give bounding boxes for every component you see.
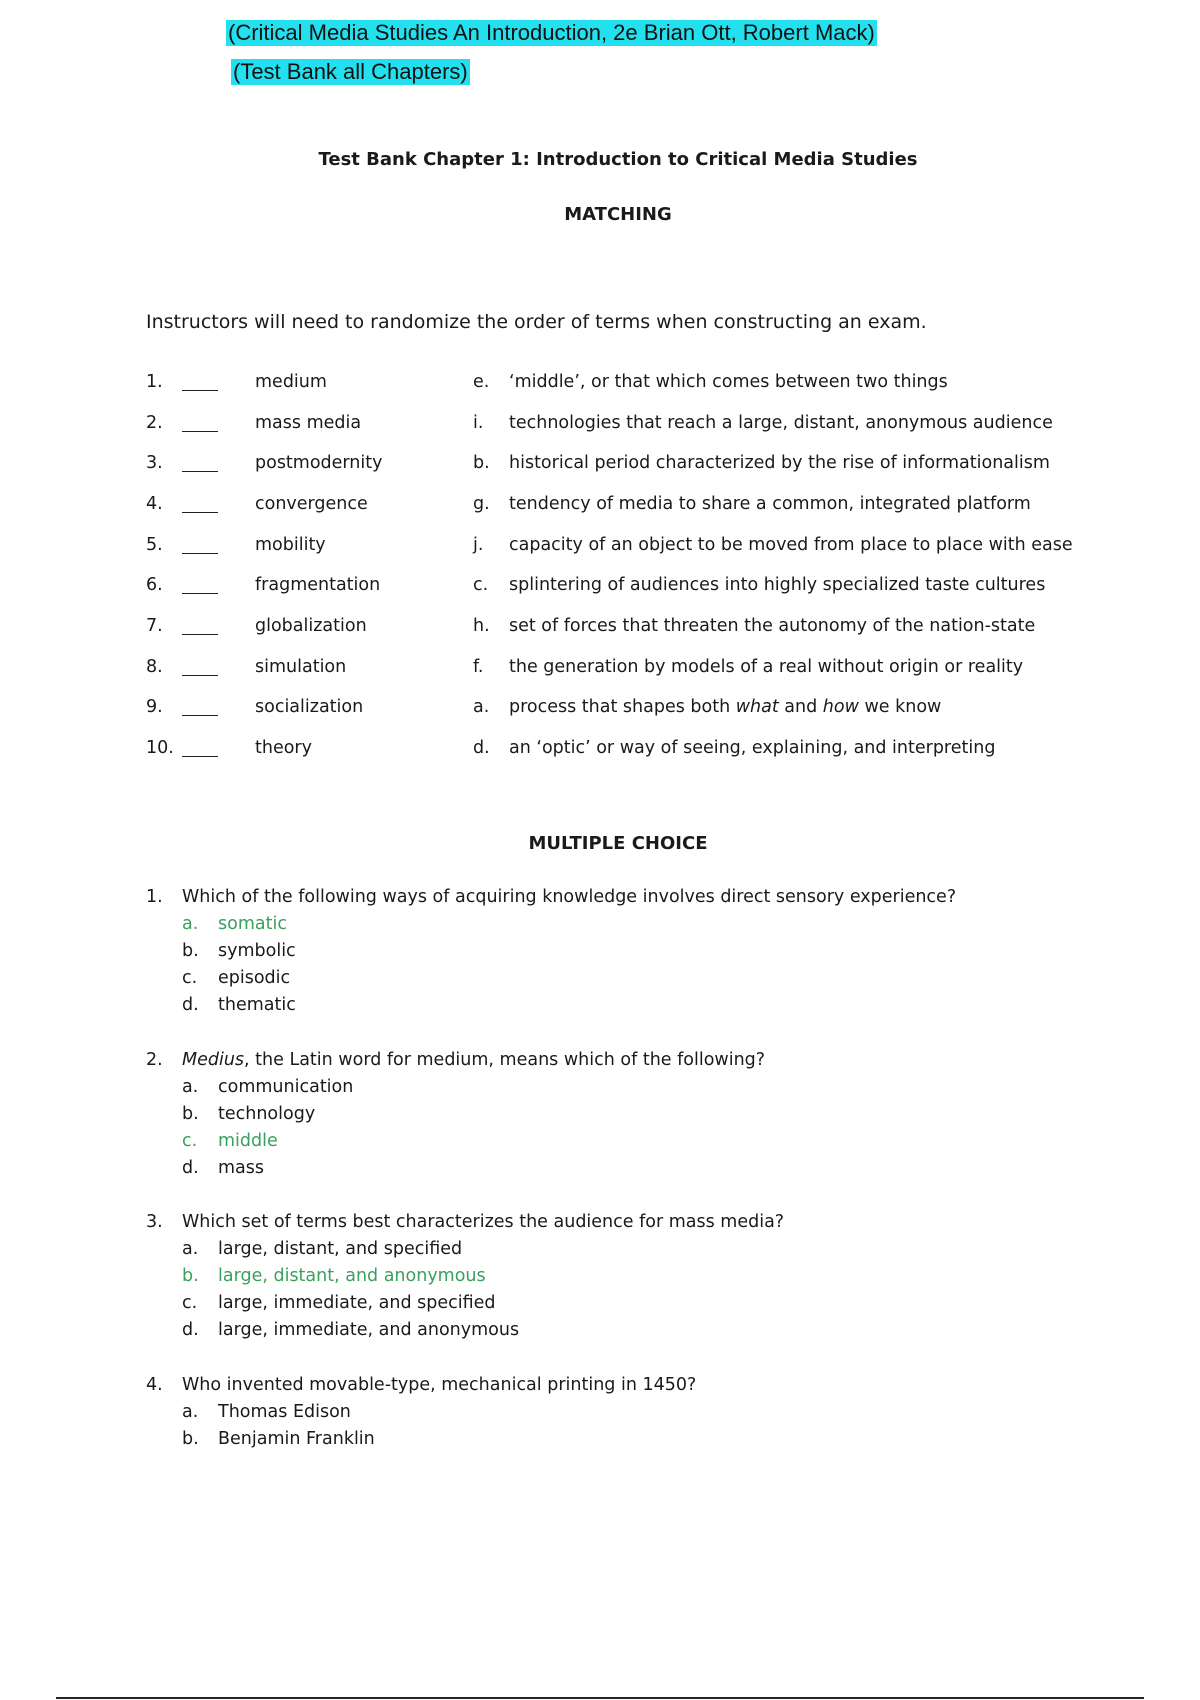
option-text: communication [218,1077,354,1097]
matching-letter: j. [473,535,484,555]
matching-number: 3. [146,453,163,473]
matching-instructions: Instructors will need to randomize the order of terms when constructing an exam. [146,311,927,333]
answer-option [0,1104,1200,1130]
option-letter: b. [182,941,199,961]
matching-letter: g. [473,494,490,514]
option-letter: b. [182,1429,199,1449]
question-text: Which of the following ways of acquiring knowledge involves direct sensory experience? [182,887,957,907]
answer-option [0,1429,1200,1455]
matching-letter: h. [473,616,490,636]
answer-blank [182,715,218,716]
matching-definition: ‘middle’, or that which comes between two things [509,372,948,392]
matching-term: medium [255,372,327,392]
matching-row [0,616,1200,646]
question-line [0,1212,1200,1238]
page-bottom-rule [56,1697,1144,1699]
matching-number: 6. [146,575,163,595]
option-text: large, distant, and specified [218,1239,463,1259]
question-text: Medius, the Latin word for medium, means which of the following? [182,1050,766,1070]
matching-number: 10. [146,738,174,758]
option-letter: c. [182,1131,198,1151]
answer-option [0,1131,1200,1157]
option-text: Thomas Edison [218,1402,351,1422]
option-letter: c. [182,968,198,988]
option-letter: a. [182,914,199,934]
answer-blank [182,634,218,635]
matching-row [0,413,1200,443]
matching-row [0,453,1200,483]
answer-blank [182,553,218,554]
answer-option [0,1077,1200,1103]
matching-definition: technologies that reach a large, distant, anonymous audience [509,413,1053,433]
matching-term: mass media [255,413,362,433]
matching-row [0,738,1200,768]
answer-option [0,1239,1200,1265]
option-text: symbolic [218,941,296,961]
answer-option [0,1158,1200,1184]
option-letter: b. [182,1104,199,1124]
matching-term: theory [255,738,312,758]
option-letter: c. [182,1293,198,1313]
matching-letter: c. [473,575,489,595]
matching-row [0,575,1200,605]
question-number: 2. [146,1050,163,1070]
answer-blank [182,756,218,757]
matching-definition: historical period characterized by the rise of informationalism [509,453,1050,473]
matching-term: fragmentation [255,575,381,595]
matching-letter: f. [473,657,484,677]
question-line [0,1375,1200,1401]
matching-letter: e. [473,372,490,392]
option-text: middle [218,1131,278,1151]
answer-option [0,1293,1200,1319]
option-text: episodic [218,968,291,988]
option-letter: b. [182,1266,199,1286]
matching-definition: splintering of audiences into highly specialized taste cultures [509,575,1046,595]
question-text: Who invented movable-type, mechanical printing in 1450? [182,1375,697,1395]
option-letter: a. [182,1077,199,1097]
matching-number: 7. [146,616,163,636]
matching-number: 4. [146,494,163,514]
answer-blank [182,512,218,513]
matching-definition: tendency of media to share a common, integrated platform [509,494,1031,514]
matching-letter: b. [473,453,490,473]
matching-letter: d. [473,738,490,758]
question-text: Which set of terms best characterizes the audience for mass media? [182,1212,785,1232]
matching-row [0,535,1200,565]
question-number: 4. [146,1375,163,1395]
matching-row [0,494,1200,524]
option-text: somatic [218,914,287,934]
header-highlight-line-2: (Test Bank all Chapters) [233,59,468,84]
answer-blank [182,675,218,676]
matching-definition: the generation by models of a real without origin or reality [509,657,1024,677]
matching-row [0,657,1200,687]
option-text: large, immediate, and specified [218,1293,496,1313]
question-number: 1. [146,887,163,907]
matching-term: convergence [255,494,368,514]
matching-letter: i. [473,413,484,433]
option-text: mass [218,1158,265,1178]
option-letter: d. [182,1158,199,1178]
question-number: 3. [146,1212,163,1232]
matching-number: 5. [146,535,163,555]
answer-option [0,968,1200,994]
matching-number: 2. [146,413,163,433]
matching-definition: set of forces that threaten the autonomy of the nation-state [509,616,1036,636]
answer-option [0,1266,1200,1292]
matching-number: 1. [146,372,163,392]
answer-blank [182,471,218,472]
option-text: large, distant, and anonymous [218,1266,486,1286]
matching-heading: MATCHING [564,204,672,225]
question-line [0,1050,1200,1076]
matching-term: postmodernity [255,453,383,473]
matching-definition: an ‘optic’ or way of seeing, explaining, and interpreting [509,738,996,758]
matching-row [0,372,1200,402]
answer-blank [182,431,218,432]
option-text: large, immediate, and anonymous [218,1320,520,1340]
matching-number: 8. [146,657,163,677]
answer-option [0,941,1200,967]
option-text: Benjamin Franklin [218,1429,375,1449]
answer-blank [182,390,218,391]
answer-option [0,995,1200,1021]
matching-row [0,697,1200,727]
question-line [0,887,1200,913]
matching-number: 9. [146,697,163,717]
multiple-choice-heading: MULTIPLE CHOICE [528,833,708,854]
answer-option [0,914,1200,940]
option-text: technology [218,1104,316,1124]
matching-definition: process that shapes both what and how we know [509,697,942,717]
matching-definition: capacity of an object to be moved from place to place with ease [509,535,1073,555]
answer-option [0,1402,1200,1428]
matching-term: simulation [255,657,347,677]
matching-term: socialization [255,697,364,717]
option-letter: d. [182,1320,199,1340]
option-text: thematic [218,995,296,1015]
option-letter: d. [182,995,199,1015]
answer-blank [182,593,218,594]
answer-option [0,1320,1200,1346]
option-letter: a. [182,1402,199,1422]
matching-term: globalization [255,616,367,636]
option-letter: a. [182,1239,199,1259]
chapter-title: Test Bank Chapter 1: Introduction to Critical Media Studies [318,149,918,170]
matching-letter: a. [473,697,490,717]
matching-term: mobility [255,535,326,555]
header-highlight-line-1: (Critical Media Studies An Introduction, 2e Brian Ott, Robert Mack) [228,20,875,45]
